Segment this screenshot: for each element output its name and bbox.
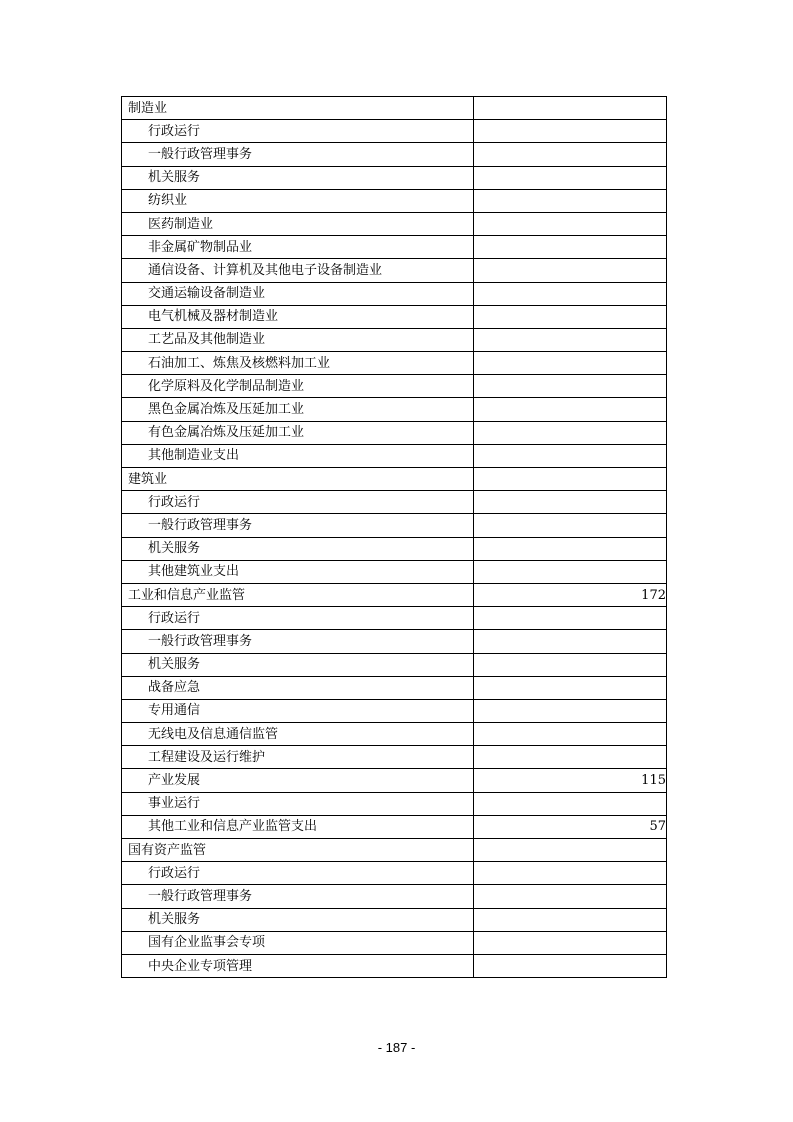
item-name: 通信设备、计算机及其他电子设备制造业 [122, 259, 474, 282]
category-name: 制造业 [122, 97, 474, 120]
table-row [122, 491, 667, 514]
amount-cell [474, 676, 667, 699]
table-row [122, 352, 667, 375]
amount-cell [474, 792, 667, 815]
item-name: 其他制造业支出 [122, 444, 474, 467]
category-name: 国有资产监管 [122, 839, 474, 862]
item-name: 其他工业和信息产业监管支出 [122, 815, 474, 838]
table-row [122, 259, 667, 282]
amount-cell: 57 [474, 815, 667, 838]
amount-cell [474, 537, 667, 560]
table-row [122, 815, 667, 838]
table-row [122, 908, 667, 931]
table-row [122, 746, 667, 769]
table-row [122, 282, 667, 305]
item-name: 无线电及信息通信监管 [122, 723, 474, 746]
table-row [122, 305, 667, 328]
table-row [122, 607, 667, 630]
amount-cell [474, 908, 667, 931]
table-row [122, 421, 667, 444]
item-name: 石油加工、炼焦及核燃料加工业 [122, 352, 474, 375]
amount-cell [474, 931, 667, 954]
item-name: 非金属矿物制品业 [122, 236, 474, 259]
table-row [122, 375, 667, 398]
category-name: 建筑业 [122, 468, 474, 491]
amount-cell [474, 282, 667, 305]
amount-cell [474, 236, 667, 259]
table-row [122, 653, 667, 676]
item-name: 黑色金属冶炼及压延加工业 [122, 398, 474, 421]
amount-cell [474, 97, 667, 120]
item-name: 化学原料及化学制品制造业 [122, 375, 474, 398]
amount-cell [474, 885, 667, 908]
item-name: 国有企业监事会专项 [122, 931, 474, 954]
item-name: 机关服务 [122, 166, 474, 189]
amount-cell [474, 607, 667, 630]
table-row [122, 236, 667, 259]
item-name: 专用通信 [122, 699, 474, 722]
item-name: 机关服务 [122, 653, 474, 676]
item-name: 一般行政管理事务 [122, 514, 474, 537]
category-row [122, 468, 667, 491]
amount-cell [474, 491, 667, 514]
item-name: 行政运行 [122, 607, 474, 630]
amount-cell [474, 166, 667, 189]
amount-cell [474, 746, 667, 769]
table-row [122, 676, 667, 699]
table-body [122, 97, 667, 978]
table-row [122, 769, 667, 792]
item-name: 其他建筑业支出 [122, 560, 474, 583]
amount-cell [474, 653, 667, 676]
item-name: 事业运行 [122, 792, 474, 815]
amount-cell [474, 398, 667, 421]
category-row [122, 839, 667, 862]
table-row [122, 212, 667, 235]
item-name: 机关服务 [122, 537, 474, 560]
amount-cell [474, 560, 667, 583]
table-row [122, 862, 667, 885]
amount-cell [474, 444, 667, 467]
category-row [122, 97, 667, 120]
table-row [122, 699, 667, 722]
table-row [122, 328, 667, 351]
page-number: - 187 - [377, 1040, 416, 1055]
table-row [122, 166, 667, 189]
table-row [122, 120, 667, 143]
table-row [122, 514, 667, 537]
table-row [122, 444, 667, 467]
amount-cell [474, 212, 667, 235]
amount-cell: 115 [474, 769, 667, 792]
amount-cell [474, 143, 667, 166]
amount-cell [474, 421, 667, 444]
item-name: 纺织业 [122, 189, 474, 212]
amount-cell [474, 375, 667, 398]
item-name: 医药制造业 [122, 212, 474, 235]
table-row [122, 143, 667, 166]
item-name: 电气机械及器材制造业 [122, 305, 474, 328]
amount-cell [474, 259, 667, 282]
table-row [122, 189, 667, 212]
table-row [122, 723, 667, 746]
item-name: 行政运行 [122, 120, 474, 143]
table-row [122, 630, 667, 653]
amount-cell [474, 839, 667, 862]
amount-cell [474, 699, 667, 722]
amount-cell [474, 514, 667, 537]
item-name: 一般行政管理事务 [122, 885, 474, 908]
amount-cell: 172 [474, 583, 667, 606]
amount-cell [474, 120, 667, 143]
amount-cell [474, 468, 667, 491]
item-name: 中央企业专项管理 [122, 954, 474, 977]
item-name: 一般行政管理事务 [122, 143, 474, 166]
amount-cell [474, 862, 667, 885]
amount-cell [474, 189, 667, 212]
item-name: 工程建设及运行维护 [122, 746, 474, 769]
table-row [122, 954, 667, 977]
table-row [122, 560, 667, 583]
item-name: 机关服务 [122, 908, 474, 931]
item-name: 行政运行 [122, 862, 474, 885]
item-name: 行政运行 [122, 491, 474, 514]
table-row [122, 792, 667, 815]
amount-cell [474, 954, 667, 977]
item-name: 有色金属冶炼及压延加工业 [122, 421, 474, 444]
item-name: 战备应急 [122, 676, 474, 699]
amount-cell [474, 352, 667, 375]
amount-cell [474, 305, 667, 328]
item-name: 一般行政管理事务 [122, 630, 474, 653]
category-name: 工业和信息产业监管 [122, 583, 474, 606]
amount-cell [474, 630, 667, 653]
budget-table [121, 96, 667, 978]
table-row [122, 398, 667, 421]
amount-cell [474, 328, 667, 351]
item-name: 工艺品及其他制造业 [122, 328, 474, 351]
table-row [122, 885, 667, 908]
item-name: 交通运输设备制造业 [122, 282, 474, 305]
amount-cell [474, 723, 667, 746]
category-row [122, 583, 667, 606]
item-name: 产业发展 [122, 769, 474, 792]
table-row [122, 537, 667, 560]
table-row [122, 931, 667, 954]
